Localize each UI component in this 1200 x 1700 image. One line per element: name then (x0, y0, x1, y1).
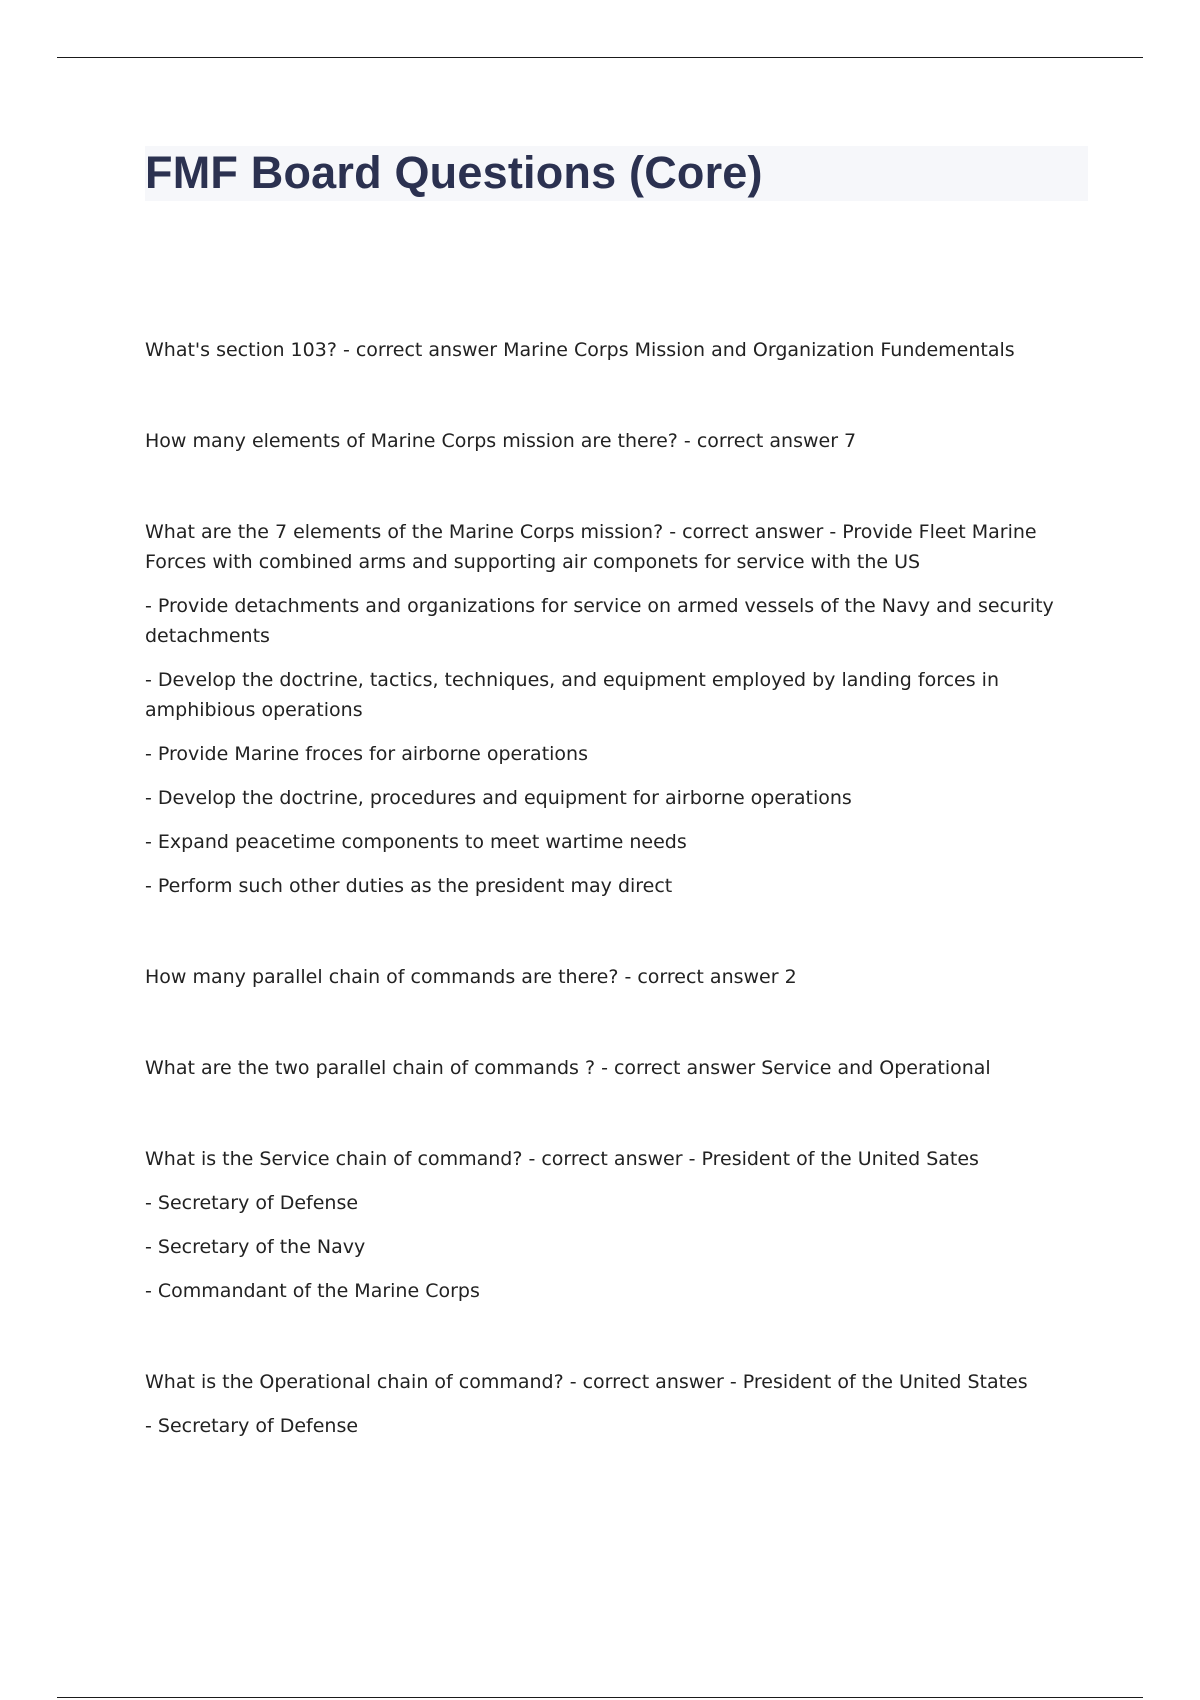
qa-line: What is the Service chain of command? - correct answer - President of the United Sates (145, 1148, 979, 1170)
qa-list (145, 335, 1085, 1441)
qa-line: How many parallel chain of commands are there? - correct answer 2 (145, 966, 797, 988)
qa-line: - Expand peacetime components to meet wartime needs (145, 831, 687, 853)
qa-line: What are the 7 elements of the Marine Corps mission? - correct answer - Provide Fleet Marine Forces with combined arms and supporting air componets for service with the US (145, 521, 1037, 573)
qa-line: - Perform such other duties as the president may direct (145, 875, 673, 897)
qa-line: What are the two parallel chain of commands ? - correct answer Service and Operational (145, 1057, 991, 1079)
qa-entry-mission-elements (145, 517, 1085, 901)
qa-line: - Secretary of Defense (145, 1415, 359, 1437)
top-rule (57, 57, 1143, 58)
qa-entry-operational-chain (145, 1367, 1085, 1441)
qa-line: What's section 103? - correct answer Marine Corps Mission and Organization Fundementals (145, 339, 1015, 361)
bottom-rule (57, 1697, 1143, 1698)
qa-line: - Secretary of Defense (145, 1192, 359, 1214)
qa-line: - Develop the doctrine, tactics, techniques, and equipment employed by landing forces in amphibious operations (145, 669, 999, 721)
qa-line: - Commandant of the Marine Corps (145, 1280, 480, 1302)
document-title: FMF Board Questions (Core) (145, 147, 763, 198)
qa-entry-service-chain (145, 1144, 1085, 1306)
qa-entry-chain-count (145, 962, 1085, 992)
qa-line: How many elements of Marine Corps mission are there? - correct answer 7 (145, 430, 857, 452)
qa-line: - Provide detachments and organizations for service on armed vessels of the Navy and security detachments (145, 595, 1054, 647)
qa-entry-chain-types (145, 1053, 1085, 1083)
qa-line: - Provide Marine froces for airborne operations (145, 743, 588, 765)
qa-line: - Secretary of the Navy (145, 1236, 366, 1258)
qa-line: - Develop the doctrine, procedures and equipment for airborne operations (145, 787, 852, 809)
qa-line: What is the Operational chain of command? - correct answer - President of the United States (145, 1371, 1028, 1393)
qa-entry-section-103 (145, 335, 1085, 365)
qa-entry-mission-element-count (145, 426, 1085, 456)
